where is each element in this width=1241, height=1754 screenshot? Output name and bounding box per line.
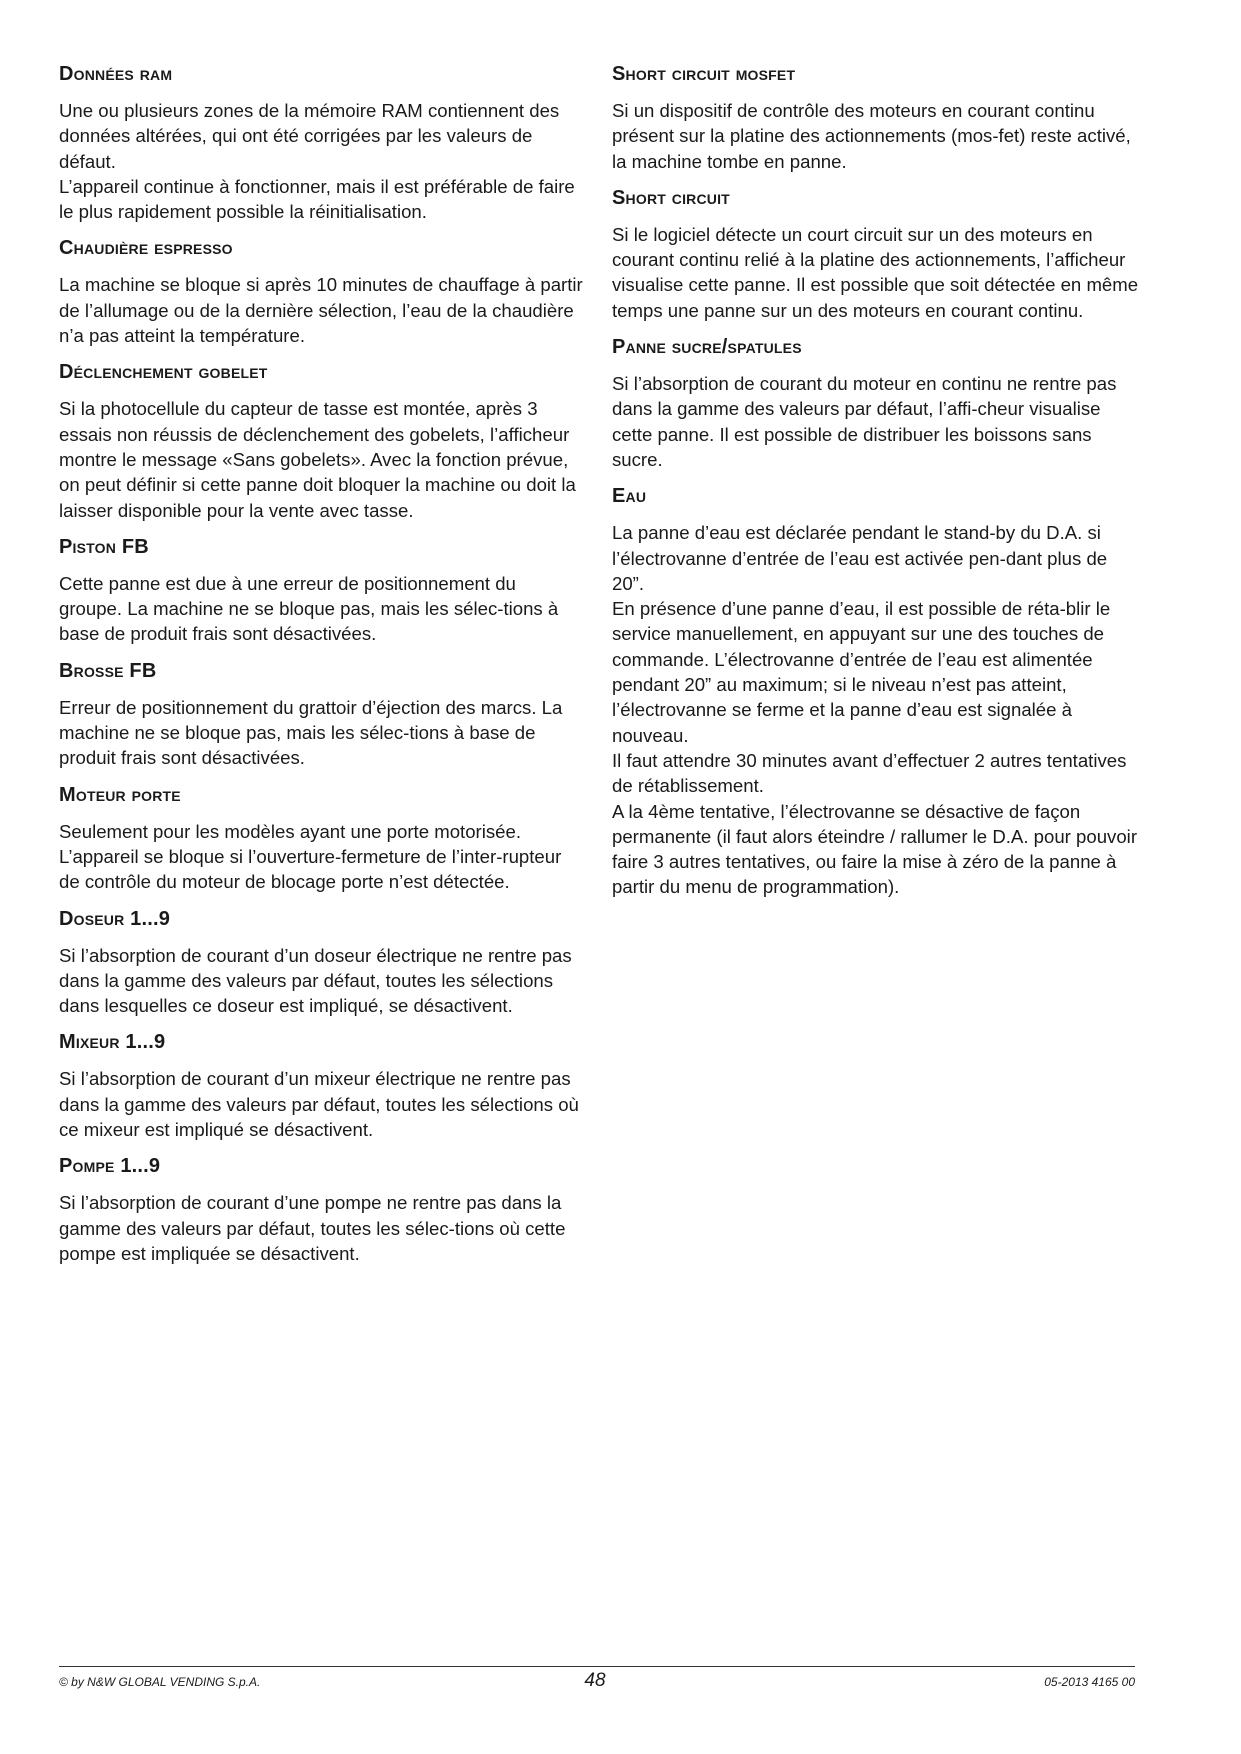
section-heading: Données ram	[59, 63, 173, 85]
section-paragraph: Si la photocellule du capteur de tasse est montée, après 3 essais non réussis de déclenchement des gobelets, l’afficheur montre le message «Sans gobelets». Avec la fonction prévue, on peut définir si cette panne doit bloquer la machine ou doit la laisser disponible pour la vente avec tasse.	[59, 398, 576, 521]
section-heading: Panne sucre/spatules	[612, 336, 802, 359]
section-heading: Short circuit mosfet	[612, 63, 796, 85]
section-heading: Déclenchement gobelet	[59, 361, 268, 384]
section-paragraph: La panne d’eau est déclarée pendant le stand-by du D.A. si l’électrovanne d’entrée de l’eau est activée pen-dant plus de 20”.	[612, 522, 1108, 594]
section-paragraph: Seulement pour les modèles ayant une porte motorisée. L’appareil se bloque si l’ouverture-fermeture de l’inter-rupteur de contrôle du moteur de blocage porte n’est détectée.	[59, 820, 562, 893]
section-paragraph: Il faut attendre 30 minutes avant d’effectuer 2 autres tentatives de rétablissement.	[612, 749, 1127, 797]
section-paragraph: Si l’absorption de courant du moteur en continu ne rentre pas dans la gamme des valeurs par défaut, l’affi-cheur visualise cette panne. Il est possible de distribuer les boissons sans sucre.	[612, 373, 1117, 470]
section-paragraph: Erreur de positionnement du grattoir d’éjection des marcs. La machine ne se bloque pas, mais les sélec-tions à base de produit frais sont désactivées.	[59, 696, 563, 769]
section	[612, 335, 1144, 472]
section-heading: Brosse FB	[59, 659, 157, 682]
section	[59, 659, 583, 771]
section	[59, 1154, 583, 1266]
section-paragraph: En présence d’une panne d’eau, il est possible de réta-blir le service manuellement, en appuyant sur une des touches de commande. L’électrovanne d’entrée de l’eau est alimentée pendant 20” au maximum; si le niveau n’est pas atteint, l’électrovanne se ferme et la panne d’eau est signalée à nouveau.	[612, 598, 1111, 746]
right-column	[612, 62, 1144, 912]
section-paragraph: Si le logiciel détecte un court circuit sur un des moteurs en courant continu relié à la platine des actionnements, l’afficheur visualise cette panne. Il est possible que soit détectée en même temps une panne sur un des moteurs en courant continu.	[612, 223, 1139, 321]
section-paragraph: Si un dispositif de contrôle des moteurs en courant continu présent sur la platine des actionnements (mos-fet) reste activé, la machine tombe en panne.	[612, 100, 1131, 172]
section-heading: Pompe 1...9	[59, 1155, 161, 1178]
section-heading: Doseur 1...9	[59, 907, 171, 930]
section-paragraph: Cette panne est due à une erreur de positionnement du groupe. La machine ne se bloque pas, mais les sélec-tions à base de produit frais sont désactivées.	[59, 572, 559, 645]
section-heading: Chaudière espresso	[59, 237, 233, 260]
section	[612, 484, 1144, 899]
page-number: 48	[584, 1670, 606, 1691]
footer-divider	[59, 1666, 1135, 1667]
section-paragraph: La machine se bloque si après 10 minutes de chauffage à partir de l’allumage ou de la dernière sélection, l’eau de la chaudière n’a pas atteint la température.	[59, 274, 583, 347]
section-heading: Piston FB	[59, 535, 149, 558]
section-paragraph: Si l’absorption de courant d’un mixeur électrique ne rentre pas dans la gamme des valeurs par défaut, toutes les sélections où ce mixeur est impliqué se désactivent.	[59, 1068, 579, 1141]
section-paragraph: Si l’absorption de courant d’un doseur électrique ne rentre pas dans la gamme des valeurs par défaut, toutes les sélections dans lesquelles ce doseur est impliqué, se désactivent.	[59, 944, 572, 1017]
section	[59, 783, 583, 895]
section	[59, 236, 583, 348]
section	[612, 186, 1144, 323]
section	[59, 907, 583, 1019]
section-paragraph: L’appareil continue à fonctionner, mais il est préférable de faire le plus rapidement possible la réinitialisation.	[59, 175, 575, 223]
section	[59, 360, 583, 522]
section	[59, 1030, 583, 1142]
section-paragraph: Si l’absorption de courant d’une pompe ne rentre pas dans la gamme des valeurs par défaut, toutes les sélec-tions où cette pompe est impliquée se désactivent.	[59, 1192, 566, 1264]
section-paragraph: Une ou plusieurs zones de la mémoire RAM contiennent des données altérées, qui ont été corrigées par les valeurs de défaut.	[59, 100, 560, 172]
footer-copyright: © by N&W GLOBAL VENDING S.p.A.	[59, 1675, 261, 1689]
section-heading: Moteur porte	[59, 783, 181, 806]
left-column	[59, 62, 583, 1278]
section-heading: Eau	[612, 485, 647, 508]
section-paragraph: A la 4ème tentative, l’électrovanne se désactive de façon permanente (il faut alors éteindre / rallumer le D.A. pour pouvoir faire 3 autres tentatives, ou faire la mise à zéro de la panne à partir du menu de programmation).	[612, 800, 1138, 898]
footer-doc-code: 05-2013 4165 00	[1044, 1675, 1135, 1689]
section	[59, 62, 583, 224]
section	[612, 62, 1144, 174]
section-heading: Short circuit	[612, 186, 730, 209]
section	[59, 535, 583, 647]
section-heading: Mixeur 1...9	[59, 1031, 166, 1054]
